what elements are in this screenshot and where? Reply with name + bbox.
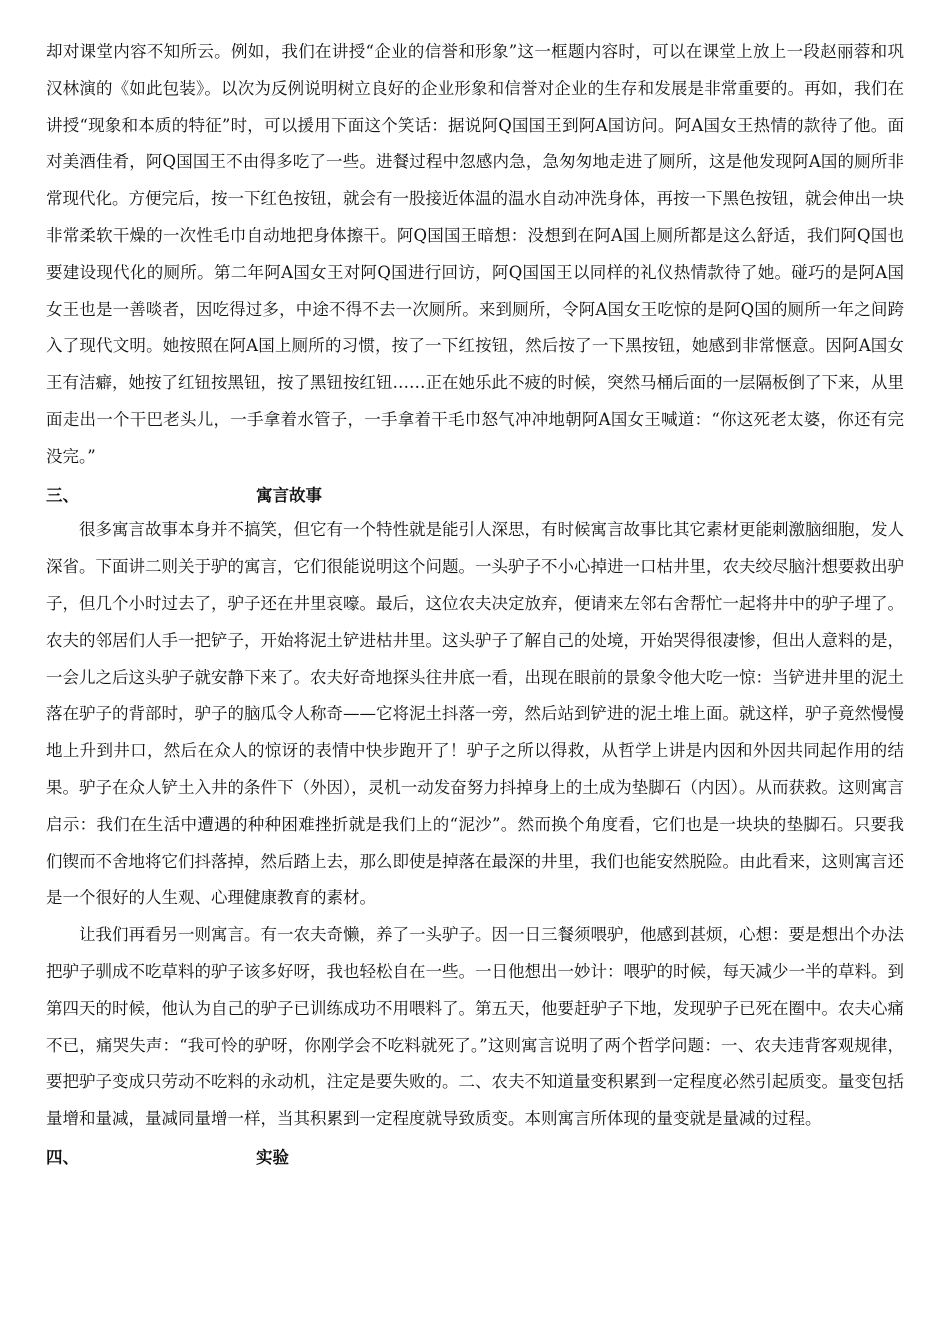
paragraph-fable-well: 很多寓言故事本身并不搞笑，但它有一个特性就是能引人深思，有时候寓言故事比其它素材更能刺激脑细胞，发人深省。下面讲二则关于驴的寓言，它们很能说明这个问题。一头驴子不小心掉进一口枯井里，农夫绞尽脑汁想要救出驴子，但几个小时过去了，驴子还在井里哀嚎。最后，这位农夫决定放弃，便请来左邻右舍帮忙一起将井中的驴子埋了。农夫的邻居们人手一把铲子，开始将泥土铲进枯井里。这头驴子了解自己的处境，开始哭得很凄惨，但出人意料的是，一会儿之后这头驴子就安静下来了。农夫好奇地探头往井底一看，出现在眼前的景象令他大吃一惊：当铲进井里的泥土落在驴子的背部时，驴子的脑瓜令人称奇——它将泥土抖落一旁，然后站到铲进的泥土堆上面。就这样，驴子竟然慢慢地上升到井口，然后在众人的惊讶的表情中快步跑开了！驴子之所以得救，从哲学上讲是内因和外因共同起作用的结果。驴子在众人铲土入井的条件下（外因），灵机一动发奋努力抖掉身上的土成为垫脚石（内因）。从而获救。这则寓言启示：我们在生活中遭遇的种种困难挫折就是我们上的“泥沙”。然而换个角度看，它们也是一块块的垫脚石。只要我们锲而不舍地将它们抖落掉，然后踏上去，那么即使是掉落在最深的井里，我们也能安然脱险。由此看来，这则寓言还是一个很好的人生观、心理健康教育的素材。 (46, 520, 904, 908)
section-heading-experiment (46, 1138, 904, 1175)
section-heading-fables (46, 476, 904, 513)
section-title: 寓言故事 (256, 485, 322, 505)
section-title: 实验 (256, 1148, 289, 1168)
section-number: 四、 (46, 1148, 79, 1168)
paragraph-fable-feed: 让我们再看另一则寓言。有一农夫奇懒，养了一头驴子。因一日三餐须喂驴，他感到甚烦，心想：要是想出个办法把驴子驯成不吃草料的驴子该多好呀，我也轻松自在一些。一日他想出一妙计：喂驴的时候，每天减少一半的草料。到第四天的时候，他认为自己的驴子已训练成功不用喂料了。第五天，他要赶驴子下地，发现驴子已死在圈中。农夫心痛不已，痛哭失声：“我可怜的驴呀，你刚学会不吃料就死了。”这则寓言说明了两个哲学问题：一、农夫违背客观规律，要把驴子变成只劳动不吃料的永动机，注定是要失败的。二、农夫不知道量变积累到一定程度必然引起质变。量变包括量增和量减，量减同量增一样，当其积累到一定程度就导致质变。本则寓言所体现的量变就是量减的过程。 (46, 925, 904, 1129)
paragraph-joke: 却对课堂内容不知所云。例如，我们在讲授“企业的信誉和形象”这一框题内容时，可以在课堂上放上一段赵丽蓉和巩汉林演的《如此包装》。以次为反例说明树立良好的企业形象和信誉对企业的生存和发展是非常重要的。再如，我们在讲授“现象和本质的特征”时，可以援用下面这个笑话：据说阿Q国国王到阿A国访问。阿A国女王热情的款待了他。面对美酒佳肴，阿Q国国王不由得多吃了一些。进餐过程中忽感内急，急匆匆地走进了厕所，这是他发现阿A国的厕所非常现代化。方便完后，按一下红色按钮，就会有一股接近体温的温水自动冲洗身体，再按一下黑色按钮，就会伸出一块非常柔软干燥的一次性毛巾自动地把身体擦干。阿Q国国王暗想：没想到在阿A国上厕所都是这么舒适，我们阿Q国也要建设现代化的厕所。第二年阿A国女王对阿Q国进行回访，阿Q国国王以同样的礼仪热情款待了她。碰巧的是阿A国女王也是一善啖者，因吃得过多，中途不得不去一次厕所。来到厕所，令阿A国女王吃惊的是阿Q国的厕所一年之间跨入了现代文明。她按照在阿A国上厕所的习惯，按了一下红按钮，然后按了一下黑按钮，她感到非常惬意。因阿A国女王有洁癖，她按了红钮按黑钮，按了黑钮按红钮……正在她乐此不疲的时候，突然马桶后面的一层隔板倒了下来，从里面走出一个干巴老头儿，一手拿着水管子，一手拿着干毛巾怒气冲冲地朝阿A国女王喊道：“你这死老太婆，你还有完没完。” (46, 42, 904, 466)
section-number: 三、 (46, 485, 79, 505)
